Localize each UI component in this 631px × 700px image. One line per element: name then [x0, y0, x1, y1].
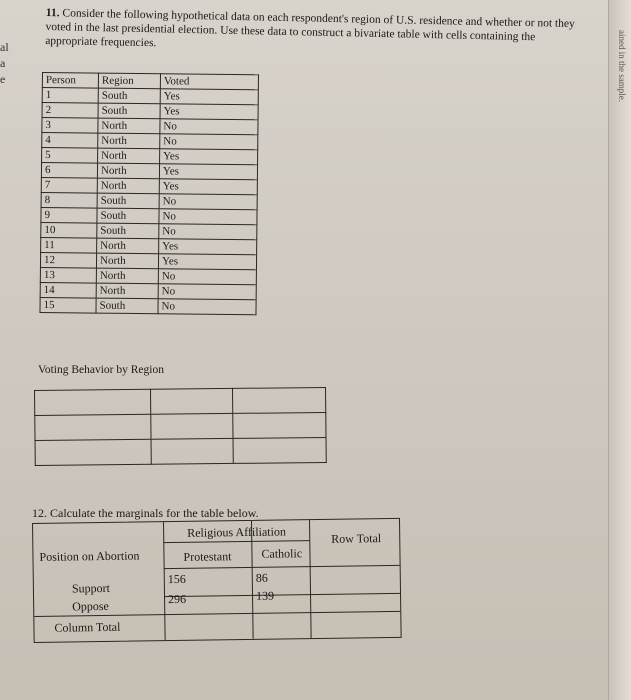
- cell-person: 1: [42, 88, 98, 104]
- table-divider: [164, 565, 400, 569]
- margin-fragment-2: a: [0, 56, 6, 70]
- data-table-body: [40, 88, 258, 315]
- blank-cell[interactable]: [151, 438, 233, 464]
- table-divider: [163, 522, 166, 640]
- religious-affiliation-header: Religious Affiliation: [187, 524, 287, 540]
- cell-voted: Yes: [159, 164, 257, 180]
- cell-region: North: [97, 178, 159, 194]
- respondent-data-table: [39, 72, 259, 315]
- table-divider: [163, 540, 309, 543]
- cell-region: North: [96, 268, 158, 284]
- question-12: [32, 506, 259, 521]
- cell-voted: Yes: [159, 179, 257, 195]
- blank-cell[interactable]: [233, 412, 326, 438]
- blank-cell[interactable]: [35, 439, 152, 465]
- question-11: [45, 6, 591, 59]
- blank-cell[interactable]: [233, 437, 326, 463]
- blank-cell[interactable]: [35, 389, 152, 415]
- cell-person: 8: [41, 192, 97, 208]
- cell-voted: No: [158, 299, 256, 315]
- cell-person: 6: [41, 163, 97, 179]
- protestant-header: Protestant: [183, 549, 232, 564]
- support-protestant-value: 156: [167, 571, 186, 587]
- cell-voted: Yes: [159, 239, 257, 255]
- cell-person: 15: [40, 297, 96, 313]
- table-divider: [164, 593, 400, 597]
- abortion-religion-table: [32, 518, 402, 643]
- cell-region: South: [98, 103, 160, 119]
- cell-voted: Yes: [160, 149, 258, 165]
- cell-region: North: [96, 283, 158, 299]
- cell-person: 2: [42, 103, 98, 119]
- adjacent-page-strip: [608, 0, 631, 700]
- voting-table-title: Voting Behavior by Region: [38, 364, 164, 376]
- cell-region: North: [98, 118, 160, 134]
- header-voted: Voted: [160, 74, 258, 90]
- oppose-protestant-value: 296: [167, 591, 187, 607]
- header-region: Region: [98, 73, 160, 89]
- cell-person: 3: [42, 118, 98, 134]
- cell-person: 7: [41, 177, 97, 193]
- cell-person: 14: [40, 282, 96, 298]
- margin-fragment-1: al: [0, 40, 9, 54]
- cell-voted: No: [158, 269, 256, 285]
- cell-voted: Yes: [160, 89, 258, 105]
- question-12-number: 12.: [32, 506, 47, 520]
- question-11-number: 11.: [45, 6, 60, 20]
- cell-person: 5: [42, 148, 98, 164]
- cell-region: North: [97, 163, 159, 179]
- row-column-total-label: Column Total: [54, 619, 121, 635]
- cell-region: South: [96, 298, 158, 314]
- cell-voted: No: [159, 209, 257, 225]
- catholic-header: Catholic: [261, 546, 303, 561]
- question-11-text: Consider the following hypothetical data on each respondent's region of U.S. residence and whether or not they voted in the last presidential election. Use these data to construct a bivariate table with cells containing the appropriate frequencies.: [45, 7, 575, 50]
- cell-person: 10: [41, 222, 97, 238]
- cell-person: 9: [41, 207, 97, 223]
- voting-behavior-blank-table: [34, 387, 327, 466]
- question-12-text: Calculate the marginals for the table below.: [50, 506, 259, 520]
- row-oppose-label: Oppose: [72, 598, 109, 614]
- cell-person: 4: [42, 133, 98, 149]
- left-margin-fragments: [0, 40, 9, 88]
- data-table-header-row: [42, 73, 258, 90]
- cell-voted: Yes: [160, 104, 258, 120]
- table-row: [40, 297, 256, 314]
- table-divider: [309, 520, 312, 638]
- cell-region: North: [98, 148, 160, 164]
- cell-voted: Yes: [158, 254, 256, 270]
- cell-person: 11: [41, 237, 97, 253]
- cell-person: 13: [40, 267, 96, 283]
- cell-region: South: [97, 208, 159, 224]
- cell-region: South: [98, 88, 160, 104]
- cell-person: 12: [40, 252, 96, 268]
- adjacent-page-text: ained in the sample.: [617, 30, 627, 102]
- header-person: Person: [42, 73, 98, 89]
- row-total-header: Row Total: [331, 531, 382, 546]
- cell-voted: No: [160, 134, 258, 150]
- cell-voted: No: [159, 224, 257, 240]
- position-on-abortion-header: Position on Abortion: [39, 548, 140, 564]
- row-support-label: Support: [71, 580, 111, 596]
- cell-voted: No: [159, 194, 257, 210]
- blank-cell[interactable]: [232, 387, 325, 413]
- support-catholic-value: 86: [255, 570, 268, 585]
- cell-region: North: [96, 253, 158, 269]
- cell-region: South: [97, 193, 159, 209]
- cell-region: South: [97, 223, 159, 239]
- blank-cell[interactable]: [151, 413, 233, 439]
- oppose-catholic-value: 139: [255, 588, 275, 603]
- cell-region: North: [97, 238, 159, 254]
- cell-voted: No: [160, 119, 258, 135]
- cell-voted: No: [158, 284, 256, 300]
- blank-cell[interactable]: [35, 414, 152, 440]
- margin-fragment-3: e: [0, 72, 6, 86]
- cell-region: North: [98, 133, 160, 149]
- blank-cell[interactable]: [151, 388, 233, 414]
